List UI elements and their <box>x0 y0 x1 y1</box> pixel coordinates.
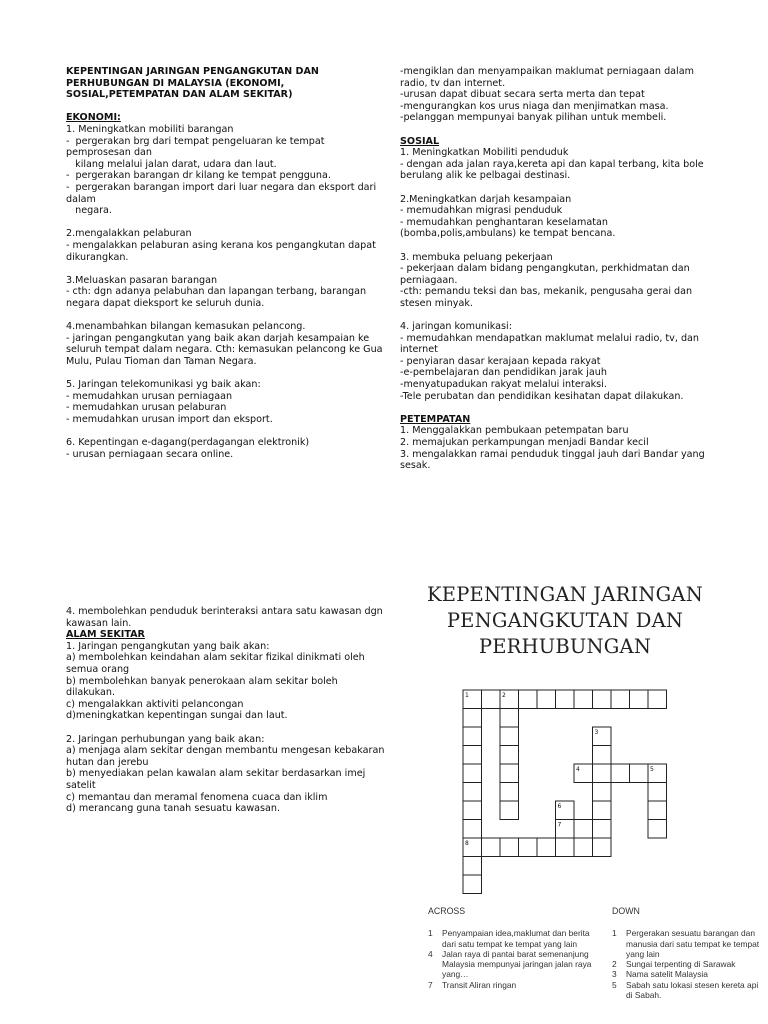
spacer <box>400 402 715 414</box>
down-list <box>612 928 762 1000</box>
across-clues <box>428 906 598 990</box>
crossword-cell[interactable] <box>463 801 482 820</box>
text-line: 4. membolehkan penduduk berinteraksi antara satu kawasan dgn kawasan lain. <box>66 606 386 629</box>
text-line: 3. membuka peluang pekerjaan <box>400 251 553 263</box>
crossword-cell[interactable] <box>463 820 482 839</box>
crossword-cell[interactable] <box>556 838 575 857</box>
text-line: -mengurangkan kos urus niaga dan menjimatkan masa. <box>400 100 669 112</box>
text-line: kilang melalui jalan darat, udara dan laut. <box>66 158 277 170</box>
clue-number: 3 <box>612 969 617 980</box>
clue-text: Transit Aliran ringan <box>442 979 517 990</box>
section-heading: PETEMPATAN <box>400 413 471 425</box>
crossword-cell[interactable] <box>500 783 519 802</box>
across-list <box>428 928 598 990</box>
crossword-grid <box>463 690 673 890</box>
text-line: 3.Meluaskan pasaran barangan <box>66 274 218 286</box>
clue-text: Nama satelit Malaysia <box>626 969 708 980</box>
clue-text: Jalan raya di pantai barat semenanjung Malaysia mempunyai jaringan jalan raya yang… <box>442 948 592 980</box>
crossword-cell[interactable] <box>611 690 630 709</box>
crossword-grid-svg <box>463 690 673 890</box>
crossword-cell[interactable] <box>537 838 556 857</box>
crossword-cell[interactable] <box>593 801 612 820</box>
crossword-cell[interactable] <box>630 690 649 709</box>
crossword-cell[interactable] <box>463 875 482 894</box>
down-clue <box>612 928 762 959</box>
crossword-cell[interactable] <box>482 838 501 857</box>
text-line: 1. Jaringan pengangkutan yang baik akan: <box>66 640 270 652</box>
across-clue <box>428 928 598 949</box>
text-line: - pergerakan brg dari tempat pengeluaran ke tempat pemprosesan dan <box>66 135 328 159</box>
across-clue <box>428 980 598 990</box>
text-line: 5. Jaringan telekomunikasi yg baik akan: <box>66 379 261 391</box>
text-line: b) menyediakan pelan kawalan alam sekitar berdasarkan imej satelit <box>66 768 369 791</box>
text-line: -cth: pemandu teksi dan bas, mekanik, pengusaha gerai dan stesen minyak. <box>400 286 696 309</box>
text-line: 2. memajukan perkampungan menjadi Bandar kecil <box>400 437 649 448</box>
crossword-cell[interactable] <box>574 820 593 839</box>
text-line: - jaringan pengangkutan yang baik akan darjah kesampaian ke seluruh tempat dalam negara. Cth: kemasukan pelancong ke Gua Mulu, Pulau Tioman dan Taman Negara. <box>66 332 386 367</box>
crossword-cell[interactable] <box>648 690 667 709</box>
section-heading: EKONOMI: <box>66 112 121 124</box>
text-line: c) memantau dan meramal fenomena cuaca dan iklim <box>66 791 328 803</box>
text-line: - dengan ada jalan raya,kereta api dan kapal terbang, kita bole berulang alik ke pelbagai destinasi. <box>400 158 707 182</box>
crossword-cell[interactable] <box>463 746 482 765</box>
crossword-cell[interactable] <box>593 820 612 839</box>
text-line: - memudahkan urusan import dan eksport. <box>66 413 273 425</box>
crossword-cell[interactable] <box>500 727 519 746</box>
text-line: a) membolehkan keindahan alam sekitar fizikal dinikmati oleh semua orang <box>66 652 368 675</box>
spacer <box>66 217 386 229</box>
crossword-title <box>400 582 730 660</box>
text-column-right <box>400 66 715 472</box>
clue-number: 1 <box>428 928 433 939</box>
spacer <box>66 101 386 113</box>
clue-number: 5 <box>612 979 617 990</box>
col3-body <box>66 606 386 815</box>
crossword-cell[interactable] <box>648 783 667 802</box>
text-line: - pekerjaan dalam bidang pengangkutan, perkhidmatan dan perniagaan. <box>400 263 693 286</box>
text-line: 6. Kepentingan e-dagang(perdagangan elektronik) <box>66 437 310 448</box>
spacer <box>400 124 715 136</box>
crossword-cell[interactable] <box>463 727 482 746</box>
crossword-clue-number: 8 <box>465 840 469 847</box>
document-title: KEPENTINGAN JARINGAN PENGANGKUTAN DAN PERHUBUNGAN DI MALAYSIA (EKONOMI, SOSIAL,PETEMPATAN DAN ALAM SEKITAR) <box>66 66 323 101</box>
crossword-cell[interactable] <box>463 857 482 876</box>
spacer <box>400 182 715 194</box>
text-line: - pergerakan barangan import dari luar negara dan eksport dari dalam <box>66 181 380 205</box>
clue-text: Sungai terpenting di Sarawak <box>626 959 736 970</box>
crossword-clue-number: 1 <box>465 692 469 699</box>
clue-text: Pergerakan sesuatu barangan dan manusia dari satu tempat ke tempat yang lain <box>626 928 760 959</box>
text-line: -e-pembelajaran dan pendidikan jarak jauh <box>400 367 607 379</box>
crossword-clue-number: 4 <box>576 766 580 773</box>
crossword-cell[interactable] <box>519 690 538 709</box>
text-line: c) mengalakkan aktiviti pelancongan <box>66 698 244 710</box>
crossword-cell[interactable] <box>630 764 649 783</box>
text-line: b) membolehkan banyak penerokaan alam sekitar boleh dilakukan. <box>66 675 341 699</box>
text-line: 4.menambahkan bilangan kemasukan pelancong. <box>66 321 306 333</box>
clue-number: 1 <box>612 928 617 939</box>
clue-text: Sabah satu lokasi stesen kereta api di Sabah. <box>626 979 759 1001</box>
crossword-cell[interactable] <box>500 838 519 857</box>
text-line: d) merancang guna tanah sesuatu kawasan. <box>66 803 281 815</box>
across-clue <box>428 949 598 980</box>
crossword-cell[interactable] <box>463 709 482 728</box>
crossword-cell[interactable] <box>500 764 519 783</box>
text-line: 1. Meningkatkan Mobiliti penduduk <box>400 147 569 159</box>
text-line: 1. Menggalakkan pembukaan petempatan baru <box>400 425 629 437</box>
crossword-title-line: PERHUBUNGAN <box>478 635 652 658</box>
text-line: - cth: dgn adanya pelabuhan dan lapangan terbang, barangan negara dapat dieksport ke seluruh dunia. <box>66 286 370 309</box>
across-heading: ACROSS <box>428 906 466 916</box>
crossword-clue-number: 2 <box>502 692 506 699</box>
text-line: - memudahkan migrasi penduduk <box>400 205 563 217</box>
text-line: -Tele perubatan dan pendidikan kesihatan dapat dilakukan. <box>400 390 684 402</box>
text-line: 2.mengalakkan pelaburan <box>66 228 192 240</box>
text-line: d)meningkatkan kepentingan sungai dan laut. <box>66 710 288 722</box>
clue-number: 4 <box>428 948 433 959</box>
text-line: negara. <box>66 205 112 217</box>
crossword-cell[interactable] <box>648 820 667 839</box>
crossword-cell[interactable] <box>593 746 612 765</box>
crossword-cell[interactable] <box>593 838 612 857</box>
crossword-cell[interactable] <box>593 764 612 783</box>
text-line: - pergerakan barangan dr kilang ke tempat pengguna. <box>66 170 331 182</box>
text-line: -menyatupadukan rakyat melalui interaksi. <box>400 379 607 391</box>
crossword-cell[interactable] <box>500 746 519 765</box>
text-column-left <box>66 66 386 460</box>
text-line: a) menjaga alam sekitar dengan membantu mengesan kebakaran hutan dan jerebu <box>66 745 388 768</box>
text-line: 2. Jaringan perhubungan yang baik akan: <box>66 733 265 745</box>
text-line: - memudahkan mendapatkan maklumat melalui radio, tv, dan internet <box>400 332 703 356</box>
crossword-clue-number: 7 <box>557 821 562 829</box>
text-line: - memudahkan urusan pelaburan <box>66 402 227 414</box>
text-line: 1. Meningkatkan mobiliti barangan <box>66 123 234 135</box>
spacer <box>66 309 386 321</box>
text-line: 3. mengalakkan ramai penduduk tinggal jauh dari Bandar yang sesak. <box>400 448 708 472</box>
crossword-cell[interactable] <box>574 690 593 709</box>
text-line: 2.Meningkatkan darjah kesampaian <box>400 193 572 205</box>
text-line: - penyiaran dasar kerajaan kepada rakyat <box>400 355 601 367</box>
clue-number: 7 <box>428 979 433 990</box>
section-heading: SOSIAL <box>400 135 440 147</box>
crossword-cell[interactable] <box>519 838 538 857</box>
crossword-cell[interactable] <box>500 801 519 820</box>
down-clue <box>612 980 762 1001</box>
text-line: 4. jaringan komunikasi: <box>400 321 512 333</box>
crossword-clue-number: 5 <box>650 766 654 773</box>
down-clues <box>612 906 762 1000</box>
clue-number: 2 <box>612 959 617 970</box>
down-heading: DOWN <box>612 906 640 916</box>
col2-body <box>400 66 715 472</box>
crossword-cell[interactable] <box>482 690 501 709</box>
col1-body <box>66 112 386 460</box>
crossword-cell[interactable] <box>611 764 630 783</box>
clue-text: Penyampaian idea,maklumat dan berita dari satu tempat ke tempat yang lain <box>442 928 590 949</box>
text-column-lower-left <box>66 606 386 815</box>
text-line: -mengiklan dan menyampaikan maklumat perniagaan dalam radio, tv dan internet. <box>400 66 697 89</box>
crossword-cell[interactable] <box>574 838 593 857</box>
crossword-cell[interactable] <box>593 783 612 802</box>
spacer <box>66 425 386 437</box>
crossword-title-line: KEPENTINGAN JARINGAN <box>427 583 703 606</box>
down-clue <box>612 959 762 969</box>
crossword-clue-number: 6 <box>557 803 562 810</box>
crossword-cell[interactable] <box>463 783 482 802</box>
text-line: -pelanggan mempunyai banyak pilihan untuk membeli. <box>400 112 667 124</box>
section-heading: ALAM SEKITAR <box>66 629 145 641</box>
text-line: - urusan perniagaan secara online. <box>66 448 234 460</box>
text-line: - memudahkan penghantaran keselamatan (bomba,polis,ambulans) ke tempat bencana. <box>400 216 616 240</box>
crossword-cell[interactable] <box>500 709 519 728</box>
crossword-title-line: PENGANGKUTAN DAN <box>446 609 684 632</box>
text-line: - memudahkan urusan perniagaan <box>66 390 233 402</box>
spacer <box>66 263 386 275</box>
text-line: -urusan dapat dibuat secara serta merta dan tepat <box>400 89 645 101</box>
crossword-cell[interactable] <box>537 690 556 709</box>
crossword-cell[interactable] <box>556 690 575 709</box>
down-clue <box>612 969 762 979</box>
crossword-cell[interactable] <box>648 801 667 820</box>
spacer <box>66 367 386 379</box>
text-line: - mengalakkan pelaburan asing kerana kos pengangkutan dapat dikurangkan. <box>66 239 379 263</box>
crossword-cell[interactable] <box>463 764 482 783</box>
spacer <box>400 240 715 252</box>
crossword-cell[interactable] <box>593 690 612 709</box>
crossword-clue-number: 3 <box>594 729 599 736</box>
spacer <box>66 722 386 734</box>
spacer <box>400 309 715 321</box>
